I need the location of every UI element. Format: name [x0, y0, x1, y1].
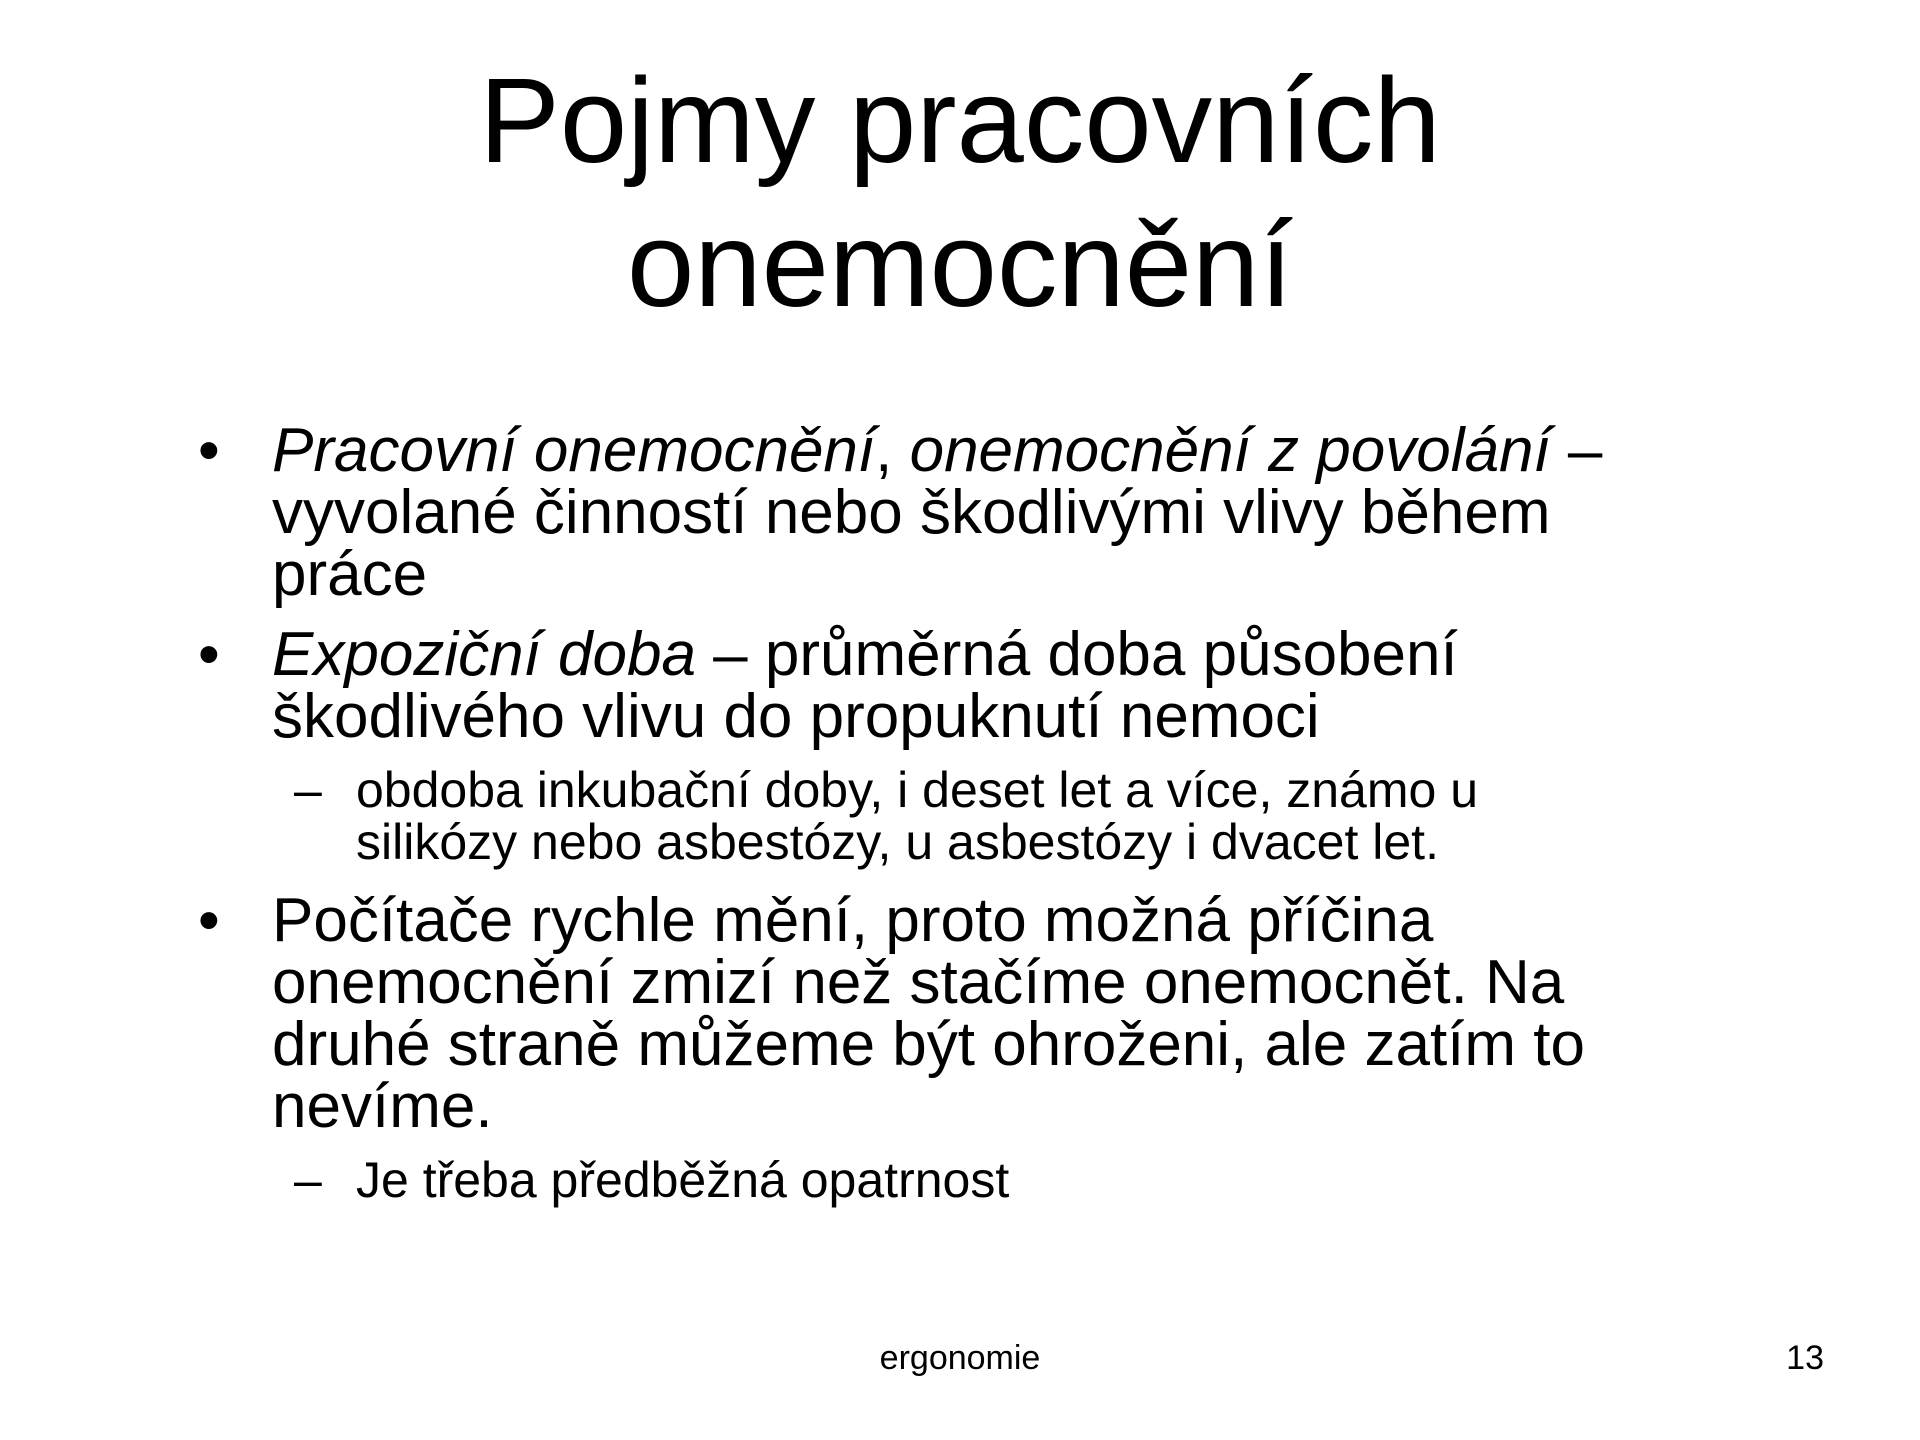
separator: ,: [875, 416, 910, 485]
slide-title: [0, 48, 1920, 336]
sub-bullet-marker: –: [294, 762, 322, 818]
bullet-1-line-2: vyvolané činností nebo škodlivými vlivy během: [272, 478, 1551, 547]
sub-bullet-3-1-line-1: Je třeba předběžná opatrnost: [356, 1152, 1010, 1208]
bullet-2-line-2: škodlivého vlivu do propuknutí nemoci: [272, 682, 1320, 751]
bullet-2-line-1: [272, 620, 1750, 689]
bullet-1-line-1: [272, 416, 1750, 485]
bullet-item-1: [190, 416, 1750, 609]
bullet-item-3: [190, 886, 1750, 1141]
footer-title: ergonomie: [879, 1339, 1041, 1377]
sub-bullet-2-1-line-2: silikózy nebo asbestózy, u asbestózy i dvacet let.: [356, 814, 1439, 870]
bullet-2-definition: – průměrná doba působení: [695, 620, 1458, 689]
term-pracovni-onemocneni: Pracovní onemocnění: [272, 416, 876, 485]
sub-bullet-3-1: [190, 1154, 1750, 1206]
bullet-marker: •: [198, 416, 220, 485]
dash: –: [1550, 416, 1603, 485]
bullet-3-line-1: Počítače rychle mění, proto možná příčina: [272, 886, 1434, 955]
sub-bullet-2-1-line-1: obdoba inkubační doby, i deset let a více, známo u: [356, 762, 1479, 818]
title-line-1: Pojmy pracovních: [479, 52, 1441, 188]
sub-bullet-2-1: [190, 764, 1750, 868]
bullet-marker: •: [198, 886, 220, 955]
bullet-1-line-3: práce: [272, 540, 428, 609]
page-number: 13: [1786, 1339, 1824, 1377]
bullet-3-line-2: onemocnění zmizí než stačíme onemocnět. Na: [272, 948, 1565, 1017]
slide-content: [190, 416, 1750, 1228]
bullet-marker: •: [198, 620, 220, 689]
term-onemocneni-z-povolani: onemocnění z povolání: [909, 416, 1551, 485]
bullet-item-2: [190, 620, 1750, 751]
bullet-3-line-4: nevíme.: [272, 1072, 493, 1141]
title-line-2: onemocnění: [627, 196, 1293, 332]
term-expozicni-doba: Expoziční doba: [272, 620, 696, 689]
sub-bullet-marker: –: [294, 1152, 322, 1208]
bullet-3-line-3: druhé straně můžeme být ohroženi, ale zatím to: [272, 1010, 1585, 1079]
